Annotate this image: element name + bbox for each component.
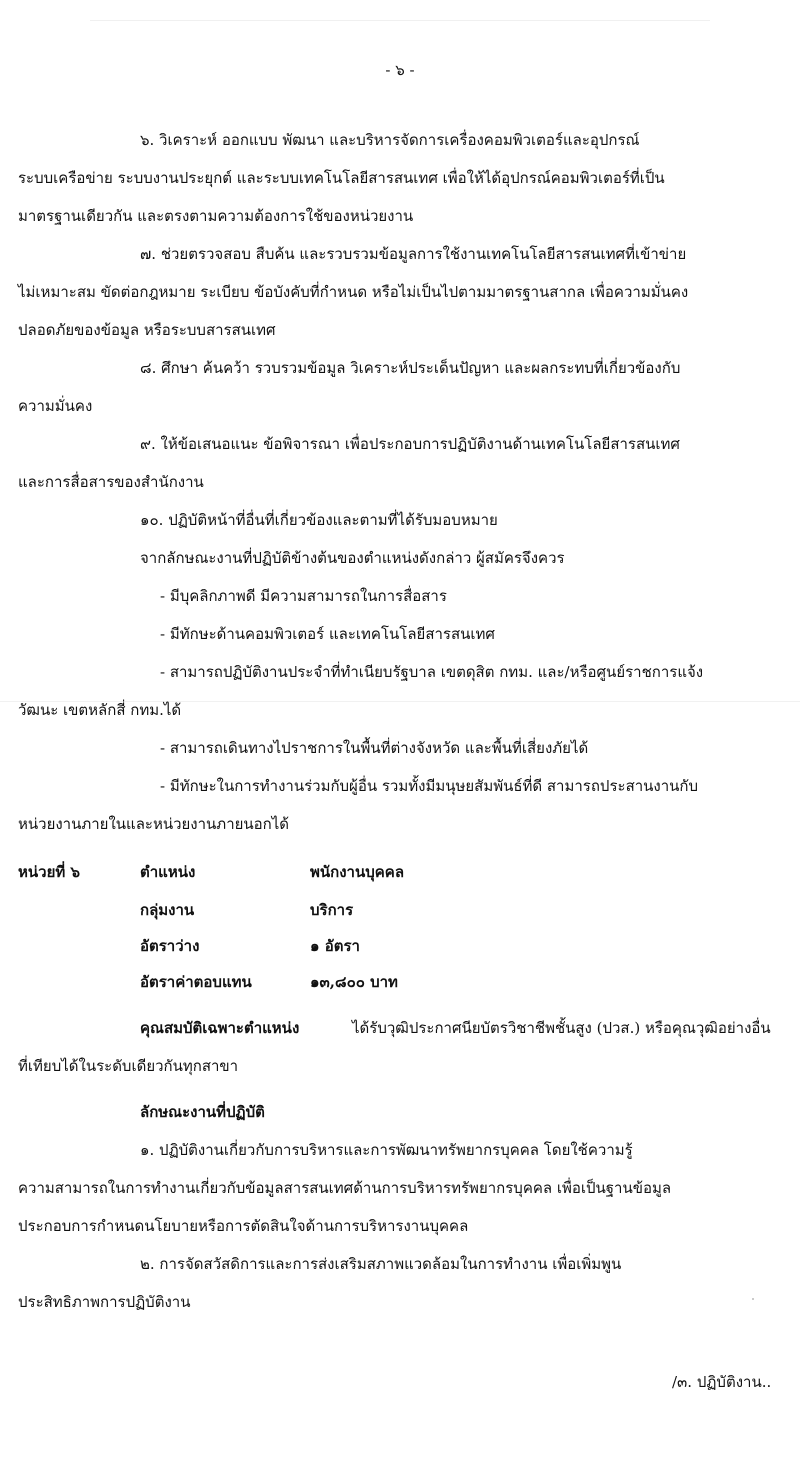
vacancy-label: อัตราว่าง [140, 937, 200, 955]
position-label: ตำแหน่ง [140, 863, 196, 881]
scan-artifact-line [90, 20, 710, 21]
continuation-marker: /๓. ปฏิบัติงาน.. [672, 1373, 772, 1391]
duty-item-9-cont: และการสื่อสารของสำนักงาน [18, 473, 204, 491]
qualification-item: - สามารถเดินทางไปราชการในพื้นที่ต่างจังหวัด และพื้นที่เสี่ยงภัยได้ [160, 739, 589, 757]
specific-qualification-text-cont: ที่เทียบได้ในระดับเดียวกันทุกสาขา [18, 1057, 239, 1075]
qualification-item: - มีทักษะในการทำงานร่วมกับผู้อื่น รวมทั้งมีมนุษยสัมพันธ์ที่ดี สามารถประสานงานกับ [160, 777, 699, 795]
duty-item-6: ๖. วิเคราะห์ ออกแบบ พัฒนา และบริหารจัดการเครื่องคอมพิวเตอร์และอุปกรณ์ [140, 131, 640, 149]
unit-label: หน่วยที่ ๖ [18, 863, 80, 881]
duty-item-8: ๘. ศึกษา ค้นคว้า รวบรวมข้อมูล วิเคราะห์ประเด็นปัญหา และผลกระทบที่เกี่ยวข้องกับ [140, 359, 681, 377]
qualification-item: - มีทักษะด้านคอมพิวเตอร์ และเทคโนโลยีสารสนเทศ [160, 625, 495, 643]
qualification-item-cont: หน่วยงานภายในและหน่วยงานภายนอกได้ [18, 815, 290, 833]
duty-item-8-cont: ความมั่นคง [18, 397, 93, 415]
job-duty-item-1-cont: ประกอบการกำหนดนโยบายหรือการตัดสินใจด้านการบริหารงานบุคคล [18, 1217, 469, 1235]
qualifications-intro: จากลักษณะงานที่ปฏิบัติข้างต้นของตำแหน่งดังกล่าว ผู้สมัครจึงควร [140, 549, 565, 567]
duty-item-6-cont: ระบบเครือข่าย ระบบงานประยุกต์ และระบบเทคโนโลยีสารสนเทศ เพื่อให้ได้อุปกรณ์คอมพิวเตอร์ที่เป็น [18, 169, 665, 187]
duty-item-7: ๗. ช่วยตรวจสอบ สืบค้น และรวบรวมข้อมูลการใช้งานเทคโนโลยีสารสนเทศที่เข้าข่าย [140, 245, 687, 263]
job-duties-heading: ลักษณะงานที่ปฏิบัติ [140, 1103, 265, 1121]
scan-speck [752, 1298, 754, 1300]
duty-item-7-cont: ไม่เหมาะสม ขัดต่อกฎหมาย ระเบียบ ข้อบังคับที่กำหนด หรือไม่เป็นไปตามมาตรฐานสากล เพื่อความมั่นคง [18, 283, 689, 301]
duty-item-6-cont: มาตรฐานเดียวกัน และตรงตามความต้องการใช้ของหน่วยงาน [18, 207, 414, 225]
qualification-item-cont: วัฒนะ เขตหลักสี่ กทม.ได้ [18, 701, 182, 719]
group-label: กลุ่มงาน [140, 901, 195, 919]
job-duty-item-2: ๒. การจัดสวัสดิการและการส่งเสริมสภาพแวดล้อมในการทำงาน เพื่อเพิ่มพูน [140, 1255, 622, 1273]
duty-item-7-cont: ปลอดภัยของข้อมูล หรือระบบสารสนเทศ [18, 321, 276, 339]
page-number: - ๖ - [385, 61, 415, 79]
specific-qualification-label: คุณสมบัติเฉพาะตำแหน่ง [140, 1019, 300, 1037]
group-value: บริการ [310, 901, 354, 919]
salary-value: ๑๓,๘๐๐ บาท [310, 973, 398, 991]
salary-label: อัตราค่าตอบแทน [140, 973, 252, 991]
duty-item-10: ๑๐. ปฏิบัติหน้าที่อื่นที่เกี่ยวข้องและตามที่ได้รับมอบหมาย [140, 511, 498, 529]
job-duty-item-2-cont: ประสิทธิภาพการปฏิบัติงาน [18, 1293, 191, 1311]
job-duty-item-1-cont: ความสามารถในการทำงานเกี่ยวกับข้อมูลสารสนเทศด้านการบริหารทรัพยากรบุคคล เพื่อเป็นฐานข้อมูล [18, 1179, 672, 1197]
qualification-item: - มีบุคลิกภาพดี มีความสามารถในการสื่อสาร [160, 587, 447, 605]
job-duty-item-1: ๑. ปฏิบัติงานเกี่ยวกับการบริหารและการพัฒนาทรัพยากรบุคคล โดยใช้ความรู้ [140, 1141, 633, 1159]
specific-qualification-text: ได้รับวุฒิประกาศนียบัตรวิชาชีพชั้นสูง (ปวส.) หรือคุณวุฒิอย่างอื่น [352, 1019, 771, 1037]
qualification-item: - สามารถปฏิบัติงานประจำที่ทำเนียบรัฐบาล เขตดุสิต กทม. และ/หรือศูนย์ราชการแจ้ง [160, 663, 704, 681]
vacancy-value: ๑ อัตรา [310, 937, 360, 955]
position-value: พนักงานบุคคล [310, 863, 405, 881]
duty-item-9: ๙. ให้ข้อเสนอแนะ ข้อพิจารณา เพื่อประกอบการปฏิบัติงานด้านเทคโนโลยีสารสนเทศ [140, 435, 680, 453]
